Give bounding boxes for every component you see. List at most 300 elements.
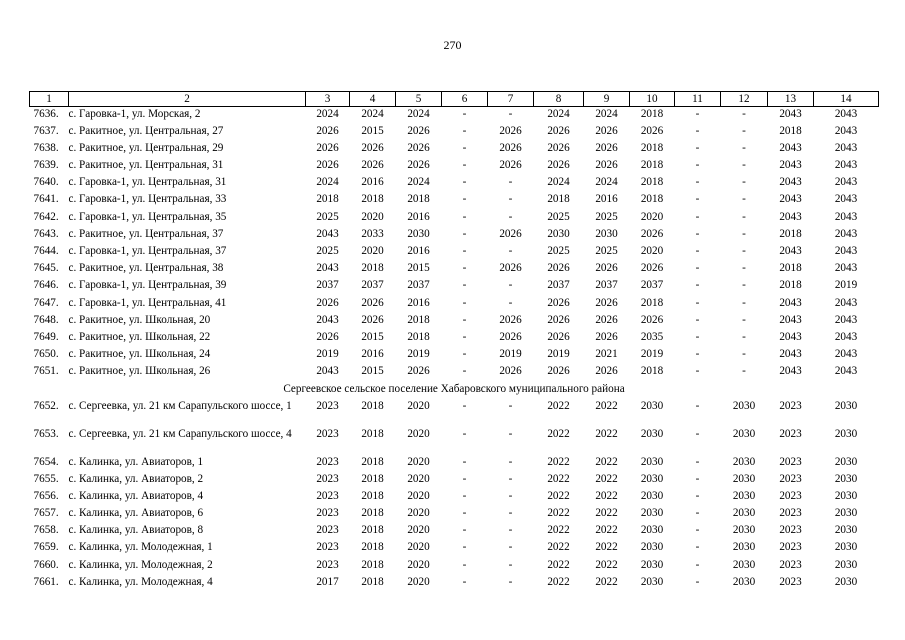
year-cell: - <box>695 558 700 571</box>
year-cell: - <box>508 279 513 292</box>
year-cell: 2023 <box>779 399 802 412</box>
year-cell: - <box>695 176 700 189</box>
year-cell: - <box>462 399 467 412</box>
year-cell: 2022 <box>595 524 618 537</box>
year-cell: 2026 <box>640 313 664 326</box>
col-header: 3 <box>306 92 350 107</box>
year-cell: 2023 <box>779 558 802 571</box>
address-cell: с. Калинка, ул. Молодежная, 1 <box>68 541 213 554</box>
year-cell: - <box>462 558 467 571</box>
year-cell: - <box>695 541 700 554</box>
row-number: 7648. <box>33 313 59 326</box>
col-header: 2 <box>69 92 306 107</box>
table-row <box>30 124 879 141</box>
year-cell: 2037 <box>407 279 430 292</box>
year-cell: - <box>695 427 700 440</box>
year-cell: 2043 <box>779 365 802 378</box>
year-cell: 2018 <box>361 399 384 412</box>
col-header: 1 <box>30 92 69 107</box>
year-cell: 2030 <box>640 472 664 485</box>
year-cell: 2022 <box>547 455 570 468</box>
year-cell: 2030 <box>732 455 756 468</box>
year-cell: 2043 <box>779 141 802 154</box>
year-cell: 2022 <box>547 427 570 440</box>
year-cell: 2030 <box>640 524 664 537</box>
address-cell: с. Гаровка-1, ул. Центральная, 31 <box>68 176 227 189</box>
address-cell: с. Ракитное, ул. Центральная, 31 <box>68 159 224 172</box>
year-cell: 2024 <box>547 108 570 120</box>
year-cell: 2024 <box>407 108 430 120</box>
col-header: 6 <box>442 92 488 107</box>
address-cell: с. Сергеевка, ул. 21 км Сарапульского шоссе, 4 <box>68 427 292 440</box>
year-cell: 2026 <box>547 124 570 137</box>
year-cell: 2023 <box>316 427 339 440</box>
year-cell: - <box>508 427 513 440</box>
row-number: 7657. <box>33 507 59 520</box>
year-cell: 2026 <box>316 296 339 309</box>
year-cell: 2020 <box>407 399 430 412</box>
year-cell: 2016 <box>595 193 618 206</box>
year-cell: 2026 <box>547 296 570 309</box>
year-cell: 2018 <box>640 176 664 189</box>
table-row <box>30 158 879 175</box>
year-cell: 2020 <box>407 524 430 537</box>
year-cell: 2023 <box>779 472 802 485</box>
table-row <box>30 261 879 278</box>
year-cell: - <box>508 193 513 206</box>
year-cell: 2043 <box>779 296 802 309</box>
year-cell: 2043 <box>834 159 858 172</box>
address-cell: с. Калинка, ул. Авиаторов, 1 <box>68 455 204 468</box>
year-cell: 2030 <box>834 472 858 485</box>
year-cell: 2024 <box>361 108 384 120</box>
year-cell: - <box>462 524 467 537</box>
year-cell: 2043 <box>834 227 858 240</box>
year-cell: - <box>695 193 700 206</box>
year-cell: 2030 <box>834 399 858 412</box>
year-cell: 2020 <box>407 427 430 440</box>
year-cell: 2026 <box>640 124 664 137</box>
year-cell: 2023 <box>779 507 802 520</box>
address-cell: с. Гаровка-1, ул. Морская, 2 <box>68 108 201 120</box>
row-number: 7643. <box>33 227 59 240</box>
year-cell: 2020 <box>407 455 430 468</box>
row-number: 7658. <box>33 524 59 537</box>
year-cell: 2023 <box>779 524 802 537</box>
year-cell: 2026 <box>547 313 570 326</box>
table-row <box>30 427 879 455</box>
year-cell: 2023 <box>779 427 802 440</box>
year-cell: 2026 <box>499 227 522 240</box>
year-cell: - <box>462 541 467 554</box>
row-number: 7660. <box>33 558 59 571</box>
year-cell: 2026 <box>407 141 430 154</box>
row-number: 7659. <box>33 541 59 554</box>
year-cell: 2018 <box>407 330 430 343</box>
year-cell: 2018 <box>361 558 384 571</box>
address-cell: с. Ракитное, ул. Школьная, 20 <box>68 313 211 326</box>
table-row <box>30 313 879 330</box>
year-cell: 2026 <box>316 330 339 343</box>
year-cell: 2030 <box>640 427 664 440</box>
address-cell: с. Гаровка-1, ул. Центральная, 41 <box>68 296 227 309</box>
year-cell: 2022 <box>595 427 618 440</box>
year-cell: 2019 <box>640 348 664 361</box>
year-cell: - <box>462 330 467 343</box>
year-cell: 2025 <box>316 210 339 223</box>
address-cell: с. Ракитное, ул. Центральная, 37 <box>68 227 224 240</box>
year-cell: 2025 <box>547 245 570 257</box>
table-row <box>30 575 879 592</box>
year-cell: 2023 <box>779 455 802 468</box>
year-cell: 2037 <box>595 279 618 292</box>
year-cell: 2043 <box>834 330 858 343</box>
year-cell: - <box>508 575 513 588</box>
year-cell: 2020 <box>407 558 430 571</box>
year-cell: 2020 <box>361 210 384 223</box>
year-cell: 2022 <box>595 507 618 520</box>
year-cell: 2018 <box>640 296 664 309</box>
year-cell: 2018 <box>361 489 384 502</box>
year-cell: 2030 <box>407 227 430 240</box>
year-cell: 2019 <box>834 279 858 292</box>
year-cell: - <box>695 141 700 154</box>
year-cell: 2043 <box>779 193 802 206</box>
year-cell: 2018 <box>547 193 570 206</box>
col-header: 4 <box>350 92 396 107</box>
col-header: 12 <box>721 92 768 107</box>
year-cell: 2043 <box>834 176 858 189</box>
year-cell: - <box>462 427 467 440</box>
table-row <box>30 210 879 227</box>
year-cell: - <box>462 296 467 309</box>
year-cell: - <box>462 455 467 468</box>
address-cell: с. Ракитное, ул. Школьная, 26 <box>68 365 211 378</box>
year-cell: 2025 <box>547 210 570 223</box>
year-cell: - <box>742 124 746 137</box>
year-cell: - <box>462 159 467 172</box>
row-number: 7645. <box>33 262 59 275</box>
year-cell: 2025 <box>316 245 339 257</box>
year-cell: - <box>695 472 700 485</box>
year-cell: 2026 <box>547 262 570 275</box>
year-cell: - <box>742 193 746 206</box>
year-cell: 2043 <box>316 313 339 326</box>
year-cell: 2026 <box>361 141 384 154</box>
year-cell: 2018 <box>361 455 384 468</box>
year-cell: 2018 <box>361 507 384 520</box>
year-cell: 2030 <box>732 507 756 520</box>
table-row <box>30 540 879 557</box>
table-row <box>30 472 879 489</box>
year-cell: 2018 <box>640 108 664 120</box>
year-cell: - <box>742 108 746 120</box>
year-cell: 2018 <box>779 227 802 240</box>
year-cell: 2043 <box>834 124 858 137</box>
year-cell: 2018 <box>361 541 384 554</box>
year-cell: 2037 <box>361 279 384 292</box>
year-cell: 2015 <box>407 262 430 275</box>
year-cell: 2023 <box>779 575 802 588</box>
year-cell: 2022 <box>595 399 618 412</box>
row-number: 7647. <box>33 296 59 309</box>
year-cell: 2030 <box>834 427 858 440</box>
table-row <box>30 330 879 347</box>
year-cell: - <box>695 245 700 257</box>
col-header: 10 <box>630 92 675 107</box>
year-cell: 2030 <box>834 455 858 468</box>
year-cell: 2043 <box>834 108 858 120</box>
year-cell: 2017 <box>316 575 339 588</box>
year-cell: 2030 <box>732 541 756 554</box>
col-header: 8 <box>534 92 584 107</box>
year-cell: 2043 <box>834 313 858 326</box>
row-number: 7655. <box>33 472 59 485</box>
address-cell: с. Ракитное, ул. Центральная, 27 <box>68 124 224 137</box>
year-cell: 2026 <box>595 262 618 275</box>
year-cell: 2030 <box>732 575 756 588</box>
year-cell: 2022 <box>595 541 618 554</box>
year-cell: 2026 <box>499 330 522 343</box>
year-cell: 2043 <box>779 176 802 189</box>
year-cell: 2030 <box>834 489 858 502</box>
year-cell: 2026 <box>499 159 522 172</box>
year-cell: - <box>695 262 700 275</box>
col-header: 7 <box>488 92 534 107</box>
year-cell: 2020 <box>640 210 664 223</box>
year-cell: 2022 <box>547 541 570 554</box>
table-row <box>30 347 879 364</box>
year-cell: - <box>695 296 700 309</box>
year-cell: - <box>695 399 700 412</box>
year-cell: 2018 <box>779 279 802 292</box>
year-cell: 2019 <box>547 348 570 361</box>
table-row <box>30 489 879 506</box>
year-cell: - <box>695 575 700 588</box>
year-cell: - <box>508 507 513 520</box>
year-cell: 2016 <box>407 245 430 257</box>
year-cell: 2043 <box>834 245 858 257</box>
row-number: 7656. <box>33 489 59 502</box>
year-cell: 2030 <box>640 541 664 554</box>
year-cell: - <box>742 262 746 275</box>
row-number: 7653. <box>33 427 59 440</box>
year-cell: 2043 <box>316 227 339 240</box>
year-cell: 2018 <box>361 427 384 440</box>
year-cell: 2043 <box>779 159 802 172</box>
year-cell: 2030 <box>834 524 858 537</box>
year-cell: - <box>695 507 700 520</box>
year-cell: 2030 <box>595 227 618 240</box>
year-cell: 2024 <box>595 108 618 120</box>
table-row <box>30 192 879 209</box>
row-number: 7636. <box>33 108 59 120</box>
year-cell: - <box>462 193 467 206</box>
year-cell: 2019 <box>316 348 339 361</box>
year-cell: 2018 <box>640 159 664 172</box>
year-cell: 2033 <box>361 227 384 240</box>
year-cell: 2026 <box>640 227 664 240</box>
year-cell: 2020 <box>640 245 664 257</box>
row-number: 7638. <box>33 141 59 154</box>
col-header: 9 <box>584 92 630 107</box>
year-cell: - <box>462 245 467 257</box>
address-cell: с. Гаровка-1, ул. Центральная, 39 <box>68 279 227 292</box>
year-cell: - <box>742 330 746 343</box>
year-cell: 2018 <box>407 193 430 206</box>
year-cell: 2025 <box>595 245 618 257</box>
year-cell: 2020 <box>407 507 430 520</box>
table-row <box>30 175 879 192</box>
year-cell: - <box>695 455 700 468</box>
year-cell: 2026 <box>316 124 339 137</box>
year-cell: 2020 <box>407 489 430 502</box>
year-cell: 2023 <box>779 541 802 554</box>
year-cell: 2023 <box>316 558 339 571</box>
year-cell: 2026 <box>316 159 339 172</box>
year-cell: - <box>695 279 700 292</box>
year-cell: - <box>508 472 513 485</box>
year-cell: 2043 <box>834 210 858 223</box>
col-header: 11 <box>675 92 721 107</box>
year-cell: 2022 <box>595 575 618 588</box>
year-cell: - <box>462 313 467 326</box>
year-cell: 2022 <box>547 524 570 537</box>
year-cell: - <box>695 210 700 223</box>
year-cell: 2035 <box>640 330 664 343</box>
address-cell: с. Калинка, ул. Авиаторов, 6 <box>68 507 204 520</box>
year-cell: - <box>742 176 746 189</box>
year-cell: - <box>695 159 700 172</box>
year-cell: 2030 <box>640 489 664 502</box>
year-cell: 2024 <box>547 176 570 189</box>
row-number: 7650. <box>33 348 59 361</box>
year-cell: 2026 <box>595 296 618 309</box>
year-cell: 2030 <box>834 541 858 554</box>
year-cell: - <box>695 124 700 137</box>
year-cell: 2030 <box>834 507 858 520</box>
year-cell: - <box>462 176 467 189</box>
address-cell: с. Калинка, ул. Молодежная, 4 <box>68 575 213 588</box>
year-cell: 2030 <box>640 558 664 571</box>
year-cell: 2026 <box>499 141 522 154</box>
year-cell: 2018 <box>361 472 384 485</box>
year-cell: 2043 <box>779 245 802 257</box>
year-cell: - <box>695 108 700 120</box>
table-body-b <box>30 399 879 593</box>
year-cell: - <box>508 296 513 309</box>
year-cell: 2018 <box>407 313 430 326</box>
year-cell: 2030 <box>732 399 756 412</box>
year-cell: 2018 <box>779 262 802 275</box>
address-cell: с. Ракитное, ул. Школьная, 22 <box>68 330 211 343</box>
address-cell: с. Гаровка-1, ул. Центральная, 37 <box>68 245 227 257</box>
year-cell: 2043 <box>779 330 802 343</box>
header-row <box>30 92 879 107</box>
year-cell: 2022 <box>595 489 618 502</box>
year-cell: 2022 <box>547 399 570 412</box>
year-cell: 2023 <box>316 541 339 554</box>
year-cell: - <box>695 348 700 361</box>
year-cell: 2030 <box>732 472 756 485</box>
year-cell: 2022 <box>595 472 618 485</box>
year-cell: - <box>742 245 746 257</box>
year-cell: 2026 <box>595 365 618 378</box>
year-cell: 2023 <box>316 399 339 412</box>
year-cell: 2043 <box>834 365 858 378</box>
year-cell: 2037 <box>547 279 570 292</box>
col-header: 13 <box>768 92 814 107</box>
year-cell: 2043 <box>834 193 858 206</box>
row-number: 7654. <box>33 455 59 468</box>
year-cell: 2020 <box>361 245 384 257</box>
year-cell: 2015 <box>361 330 384 343</box>
year-cell: 2026 <box>361 159 384 172</box>
year-cell: 2026 <box>499 365 522 378</box>
table-row <box>30 107 879 124</box>
year-cell: 2026 <box>407 159 430 172</box>
address-cell: с. Калинка, ул. Авиаторов, 8 <box>68 524 204 537</box>
year-cell: 2023 <box>779 489 802 502</box>
year-cell: 2020 <box>407 541 430 554</box>
year-cell: 2026 <box>595 141 618 154</box>
address-cell: с. Ракитное, ул. Центральная, 38 <box>68 262 224 275</box>
year-cell: - <box>508 455 513 468</box>
year-cell: - <box>742 296 746 309</box>
year-cell: 2023 <box>316 524 339 537</box>
year-cell: - <box>508 541 513 554</box>
year-cell: - <box>462 472 467 485</box>
year-cell: 2026 <box>361 313 384 326</box>
year-cell: 2026 <box>407 124 430 137</box>
table-row <box>30 227 879 244</box>
year-cell: 2018 <box>640 365 664 378</box>
year-cell: - <box>462 262 467 275</box>
year-cell: 2043 <box>834 296 858 309</box>
year-cell: 2018 <box>640 141 664 154</box>
year-cell: 2022 <box>547 507 570 520</box>
year-cell: - <box>508 489 513 502</box>
year-cell: 2030 <box>732 558 756 571</box>
year-cell: 2023 <box>316 507 339 520</box>
year-cell: 2024 <box>595 176 618 189</box>
year-cell: 2016 <box>361 176 384 189</box>
year-cell: 2026 <box>595 330 618 343</box>
year-cell: - <box>742 159 746 172</box>
year-cell: 2021 <box>595 348 618 361</box>
table-row <box>30 506 879 523</box>
year-cell: 2030 <box>640 507 664 520</box>
year-cell: - <box>695 524 700 537</box>
year-cell: - <box>508 558 513 571</box>
year-cell: 2043 <box>779 210 802 223</box>
address-cell: с. Ракитное, ул. Школьная, 24 <box>68 348 211 361</box>
year-cell: 2018 <box>361 575 384 588</box>
table-row <box>30 278 879 295</box>
table-row <box>30 244 879 261</box>
year-cell: 2022 <box>547 575 570 588</box>
year-cell: 2016 <box>407 210 430 223</box>
year-cell: - <box>742 227 746 240</box>
year-cell: 2019 <box>407 348 430 361</box>
year-cell: 2030 <box>640 399 664 412</box>
row-number: 7651. <box>33 365 59 378</box>
address-cell: с. Гаровка-1, ул. Центральная, 33 <box>68 193 227 206</box>
year-cell: 2025 <box>595 210 618 223</box>
year-cell: 2018 <box>779 124 802 137</box>
year-cell: 2026 <box>361 296 384 309</box>
year-cell: 2030 <box>732 427 756 440</box>
